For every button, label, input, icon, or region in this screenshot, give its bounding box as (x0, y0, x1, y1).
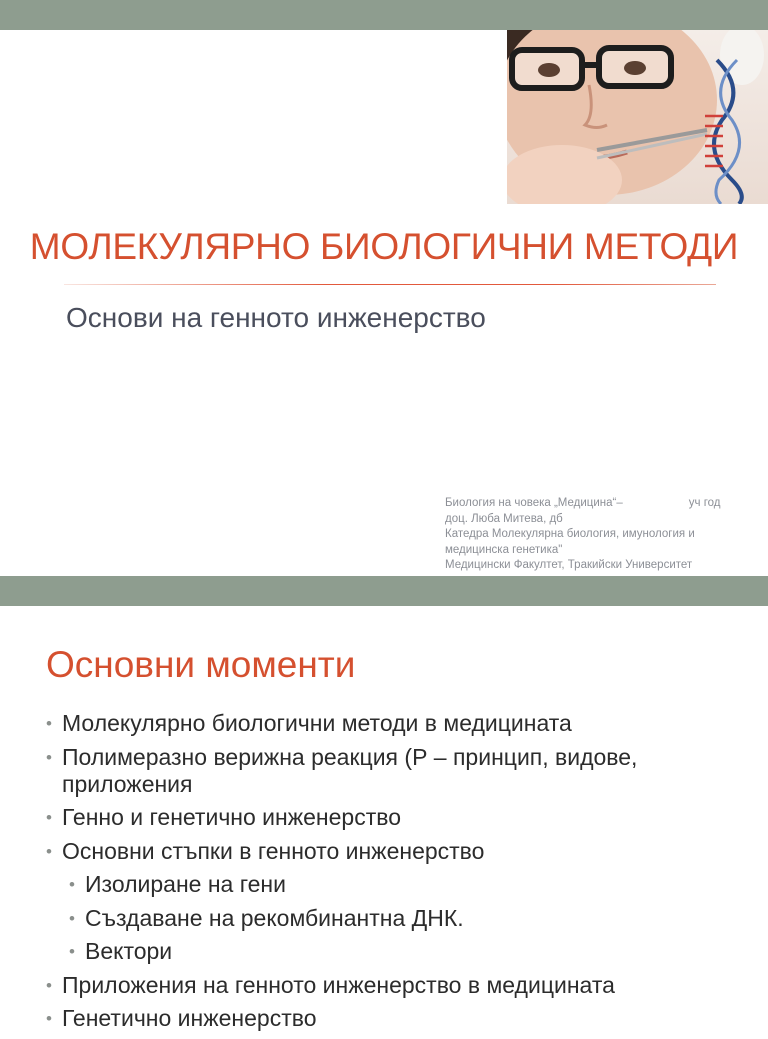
credits-line-4: медицинска генетика" (445, 543, 563, 556)
slide-subtitle: Основи на генното инженерство (66, 302, 486, 333)
list-item: • Молекулярно биологични методи в медицината (46, 710, 746, 737)
list-item: • Основни стъпки в генното инженерство (46, 838, 746, 865)
course-name: Биология на човека „Медицина“– (445, 497, 623, 509)
list-item: • Приложения на генното инженерство в медицината (46, 972, 746, 999)
academic-year: уч год (688, 497, 721, 509)
outline-list (46, 710, 746, 1039)
outline-heading: Основни моменти (46, 644, 356, 685)
outline-slide (0, 606, 768, 1031)
credits-line-3: Катедра Молекулярна биология, имунология и (445, 528, 695, 540)
list-item: • Генетично инженерство (46, 1005, 746, 1032)
list-item: • Създаване на рекомбинантна ДНК. (69, 905, 746, 932)
title-slide (0, 30, 768, 576)
list-item: • Генно и генетично инженерство (46, 804, 746, 831)
middle-band (0, 576, 768, 606)
list-item: • Полимеразно верижна реакция (Р – принцип, видове, приложения (46, 744, 746, 798)
title-divider (64, 284, 716, 285)
list-item: • Изолиране на гени (69, 871, 746, 898)
credits-line-5: Медицински Факултет, Тракийски Университет (445, 559, 693, 571)
credits-line-2: доц. Люба Митева, дб (445, 512, 563, 525)
author-credits (445, 496, 755, 574)
credits-line-1 (445, 496, 755, 512)
top-band (0, 0, 768, 30)
scientist-dna-photo (507, 30, 768, 204)
slide-title: МОЛЕКУЛЯРНО БИОЛОГИЧНИ МЕТОДИ (29, 226, 739, 267)
list-item: • Вектори (69, 938, 746, 965)
